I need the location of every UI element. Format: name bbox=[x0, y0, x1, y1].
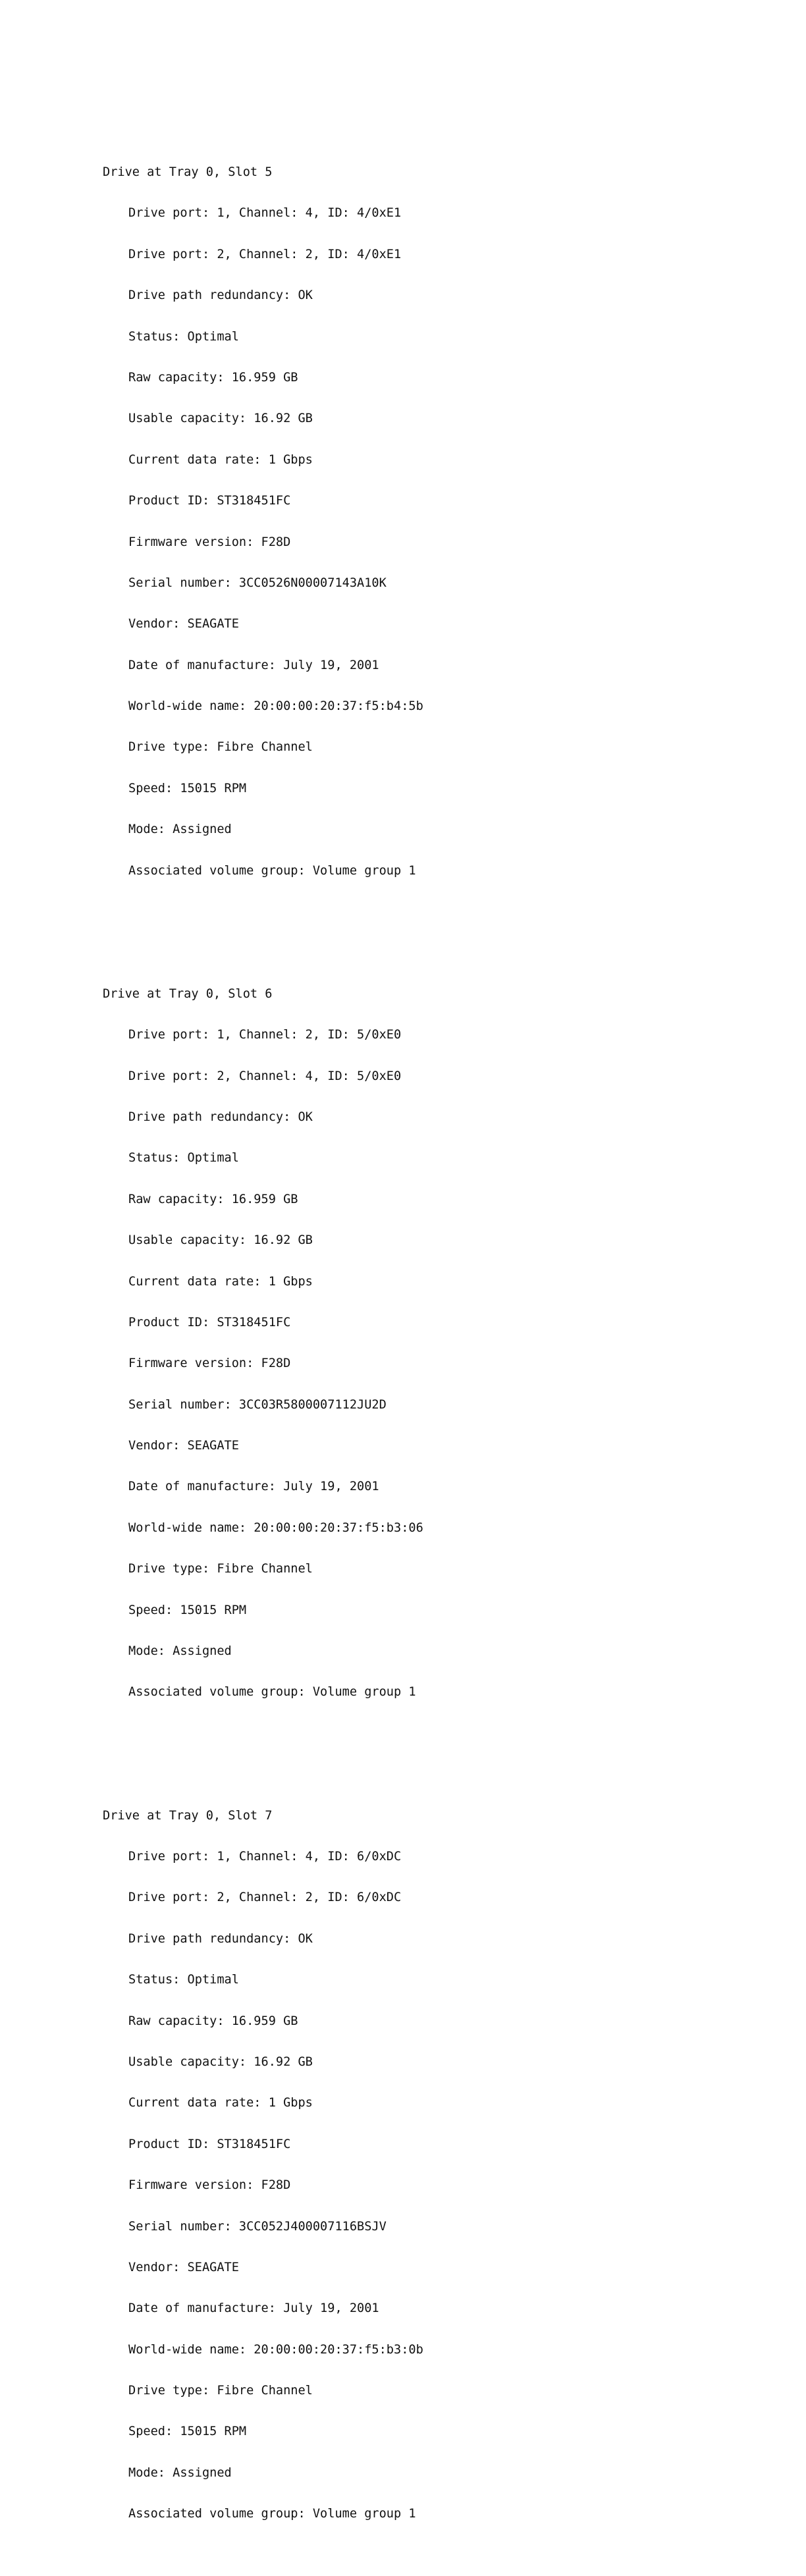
drive-type-line: Drive type: Fibre Channel bbox=[128, 740, 313, 755]
drive-report bbox=[103, 97, 761, 2576]
status-line: Status: Optimal bbox=[128, 329, 239, 344]
data-rate-line: Current data rate: 1 Gbps bbox=[128, 2096, 313, 2110]
vendor-line: Vendor: SEAGATE bbox=[128, 2260, 239, 2274]
mode-line: Mode: Assigned bbox=[128, 2465, 232, 2480]
serial-number-line: Serial number: 3CC052J400007116BSJV bbox=[128, 2219, 387, 2234]
drive-block-slot-5 bbox=[103, 138, 761, 905]
firmware-version-line: Firmware version: F28D bbox=[128, 1356, 291, 1371]
drive-port-2-line: Drive port: 2, Channel: 4, ID: 5/0xE0 bbox=[128, 1069, 402, 1083]
drive-block-slot-7 bbox=[103, 1782, 761, 2549]
drive-type-line: Drive type: Fibre Channel bbox=[128, 1562, 313, 1576]
path-redundancy-line: Drive path redundancy: OK bbox=[128, 1931, 313, 1946]
drive-port-1-line: Drive port: 1, Channel: 4, ID: 4/0xE1 bbox=[128, 206, 402, 221]
drive-port-2-line: Drive port: 2, Channel: 2, ID: 6/0xDC bbox=[128, 1891, 402, 1905]
volume-group-line: Associated volume group: Volume group 1 bbox=[128, 2507, 416, 2521]
product-id-line: Product ID: ST318451FC bbox=[128, 2137, 291, 2151]
drive-header: Drive at Tray 0, Slot 7 bbox=[103, 1808, 273, 1823]
data-rate-line: Current data rate: 1 Gbps bbox=[128, 452, 313, 467]
firmware-version-line: Firmware version: F28D bbox=[128, 2178, 291, 2193]
usable-capacity-line: Usable capacity: 16.92 GB bbox=[128, 412, 313, 426]
status-line: Status: Optimal bbox=[128, 1151, 239, 1166]
manufacture-date-line: Date of manufacture: July 19, 2001 bbox=[128, 658, 379, 672]
volume-group-line: Associated volume group: Volume group 1 bbox=[128, 1685, 416, 1700]
raw-capacity-line: Raw capacity: 16.959 GB bbox=[128, 2014, 298, 2028]
usable-capacity-line: Usable capacity: 16.92 GB bbox=[128, 1233, 313, 1248]
vendor-line: Vendor: SEAGATE bbox=[128, 1439, 239, 1453]
raw-capacity-line: Raw capacity: 16.959 GB bbox=[128, 370, 298, 385]
data-rate-line: Current data rate: 1 Gbps bbox=[128, 1274, 313, 1289]
serial-number-line: Serial number: 3CC03R5800007112JU2D bbox=[128, 1397, 387, 1412]
path-redundancy-line: Drive path redundancy: OK bbox=[128, 288, 313, 303]
drive-type-line: Drive type: Fibre Channel bbox=[128, 2384, 313, 2398]
path-redundancy-line: Drive path redundancy: OK bbox=[128, 1110, 313, 1124]
manufacture-date-line: Date of manufacture: July 19, 2001 bbox=[128, 2301, 379, 2316]
drive-port-1-line: Drive port: 1, Channel: 4, ID: 6/0xDC bbox=[128, 1850, 402, 1864]
manufacture-date-line: Date of manufacture: July 19, 2001 bbox=[128, 1480, 379, 1494]
mode-line: Mode: Assigned bbox=[128, 822, 232, 837]
speed-line: Speed: 15015 RPM bbox=[128, 781, 247, 795]
drive-port-2-line: Drive port: 2, Channel: 2, ID: 4/0xE1 bbox=[128, 247, 402, 261]
world-wide-name-line: World-wide name: 20:00:00:20:37:f5:b3:0b bbox=[128, 2342, 423, 2357]
volume-group-line: Associated volume group: Volume group 1 bbox=[128, 863, 416, 878]
world-wide-name-line: World-wide name: 20:00:00:20:37:f5:b4:5b bbox=[128, 699, 423, 714]
drive-port-1-line: Drive port: 1, Channel: 2, ID: 5/0xE0 bbox=[128, 1028, 402, 1042]
speed-line: Speed: 15015 RPM bbox=[128, 1603, 247, 1617]
world-wide-name-line: World-wide name: 20:00:00:20:37:f5:b3:06 bbox=[128, 1520, 423, 1535]
serial-number-line: Serial number: 3CC0526N00007143A10K bbox=[128, 576, 387, 590]
drive-header: Drive at Tray 0, Slot 5 bbox=[103, 165, 273, 179]
usable-capacity-line: Usable capacity: 16.92 GB bbox=[128, 2054, 313, 2069]
drive-header: Drive at Tray 0, Slot 6 bbox=[103, 986, 273, 1001]
drive-block-slot-6 bbox=[103, 960, 761, 1727]
raw-capacity-line: Raw capacity: 16.959 GB bbox=[128, 1192, 298, 1206]
vendor-line: Vendor: SEAGATE bbox=[128, 617, 239, 631]
mode-line: Mode: Assigned bbox=[128, 1644, 232, 1659]
firmware-version-line: Firmware version: F28D bbox=[128, 535, 291, 549]
status-line: Status: Optimal bbox=[128, 1973, 239, 1987]
speed-line: Speed: 15015 RPM bbox=[128, 2425, 247, 2439]
product-id-line: Product ID: ST318451FC bbox=[128, 1315, 291, 1329]
product-id-line: Product ID: ST318451FC bbox=[128, 494, 291, 508]
